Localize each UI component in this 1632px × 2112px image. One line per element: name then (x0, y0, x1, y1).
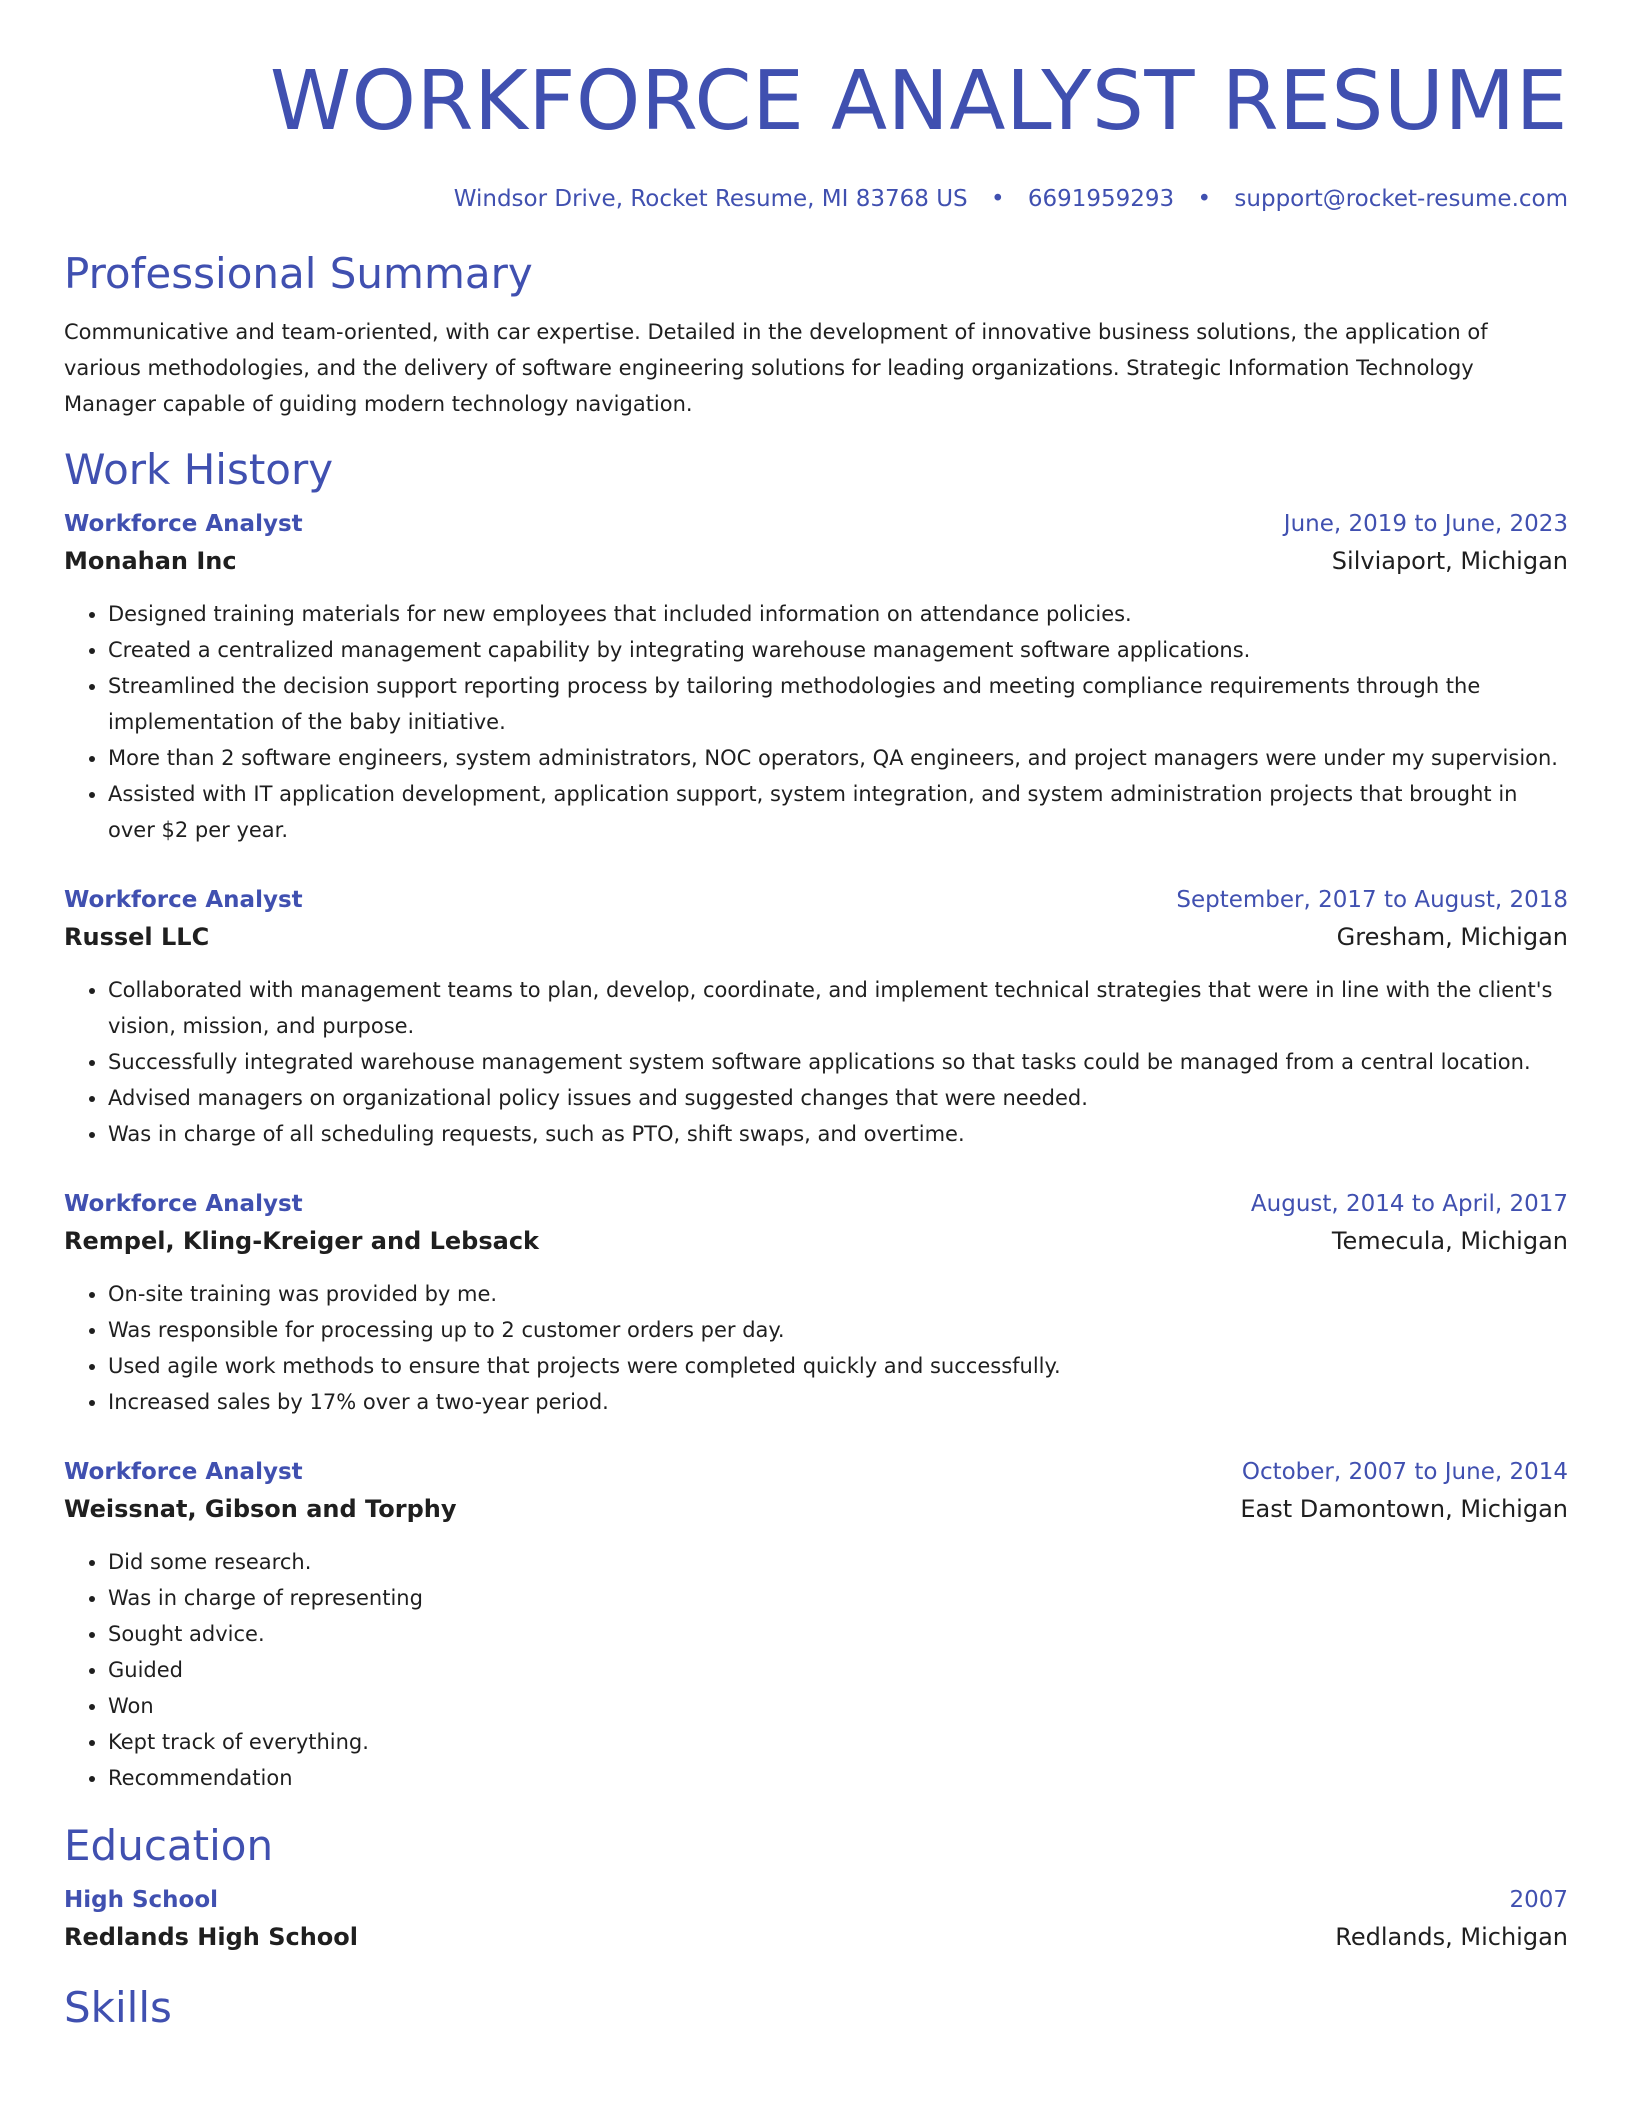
job-bullets (64, 596, 1568, 848)
job-entry (64, 1186, 1568, 1420)
job-company-row (64, 1490, 1568, 1528)
education-school-row (64, 1918, 1568, 1956)
job-company-row (64, 1222, 1568, 1260)
list-item: • Streamlined the decision support reporting process by tailoring methodologies and meeting compliance requirements through the implementation of the baby initiative. (108, 668, 1568, 740)
list-item: • Increased sales by 17% over a two-year period. (108, 1384, 1568, 1420)
job-company-row (64, 918, 1568, 956)
work-history-section (64, 444, 1568, 1796)
job-role: Workforce Analyst (64, 1191, 303, 1217)
job-location: Silviaport, Michigan (1331, 547, 1568, 575)
work-history-heading: Work History (64, 445, 334, 494)
list-item: • More than 2 software engineers, system administrators, NOC operators, QA engineers, and project managers were under my supervision. (108, 740, 1568, 776)
job-dates: June, 2019 to June, 2023 (1283, 511, 1568, 537)
summary-heading: Professional Summary (64, 249, 533, 298)
list-item: • On-site training was provided by me. (108, 1276, 1568, 1312)
list-item: • Was in charge of all scheduling requests, such as PTO, shift swaps, and overtime. (108, 1116, 1568, 1152)
contact-separator: • (990, 186, 1005, 212)
job-role: Workforce Analyst (64, 887, 303, 913)
job-dates: October, 2007 to June, 2014 (1241, 1459, 1568, 1485)
job-entry (64, 506, 1568, 848)
job-location: Gresham, Michigan (1336, 923, 1568, 951)
contact-line (64, 184, 1568, 214)
contact-phone: 6691959293 (1027, 186, 1175, 212)
job-location: East Damontown, Michigan (1240, 1495, 1568, 1523)
job-entry (64, 882, 1568, 1152)
list-item: • Guided (108, 1652, 1568, 1688)
job-header-row (64, 882, 1568, 918)
job-company: Russel LLC (64, 923, 210, 951)
list-item: • Was in charge of representing (108, 1580, 1568, 1616)
job-entry (64, 1454, 1568, 1796)
education-degree: High School (64, 1887, 219, 1913)
job-company: Monahan Inc (64, 547, 237, 575)
job-dates: August, 2014 to April, 2017 (1250, 1191, 1568, 1217)
list-item: • Sought advice. (108, 1616, 1568, 1652)
resume-header (64, 0, 1568, 214)
contact-separator: • (1197, 186, 1212, 212)
education-entry (64, 1882, 1568, 1956)
education-school: Redlands High School (64, 1923, 358, 1951)
list-item: • Created a centralized management capability by integrating warehouse management software applications. (108, 632, 1568, 668)
job-header-row (64, 1454, 1568, 1490)
job-role: Workforce Analyst (64, 511, 303, 537)
list-item: • Designed training materials for new employees that included information on attendance policies. (108, 596, 1568, 632)
list-item: • Recommendation (108, 1760, 1568, 1796)
job-header-row (64, 506, 1568, 542)
resume-title: WORKFORCE ANALYST RESUME (269, 54, 1568, 149)
list-item: • Collaborated with management teams to plan, develop, coordinate, and implement technical strategies that were in line with the client's vision, mission, and purpose. (108, 972, 1568, 1044)
skills-section (64, 1982, 1568, 2034)
list-item: • Won (108, 1688, 1568, 1724)
job-header-row (64, 1186, 1568, 1222)
job-location: Temecula, Michigan (1331, 1227, 1568, 1255)
skills-heading: Skills (64, 1983, 172, 2032)
job-role: Workforce Analyst (64, 1459, 303, 1485)
job-company: Weissnat, Gibson and Torphy (64, 1495, 457, 1523)
contact-email: support@rocket-resume.com (1234, 186, 1568, 212)
list-item: • Successfully integrated warehouse management system software applications so that tasks could be managed from a central location. (108, 1044, 1568, 1080)
education-section (64, 1820, 1568, 1956)
education-header-row (64, 1882, 1568, 1918)
list-item: • Used agile work methods to ensure that projects were completed quickly and successfully. (108, 1348, 1568, 1384)
contact-address: Windsor Drive, Rocket Resume, MI 83768 US (453, 186, 968, 212)
education-location: Redlands, Michigan (1335, 1923, 1568, 1951)
job-bullets (64, 1544, 1568, 1796)
list-item: • Was responsible for processing up to 2 customer orders per day. (108, 1312, 1568, 1348)
job-company: Rempel, Kling-Kreiger and Lebsack (64, 1227, 540, 1255)
list-item: • Did some research. (108, 1544, 1568, 1580)
list-item: • Assisted with IT application development, application support, system integration, and system administration projects that brought in over $2 per year. (108, 776, 1568, 848)
list-item: • Advised managers on organizational policy issues and suggested changes that were needed. (108, 1080, 1568, 1116)
summary-section (64, 248, 1568, 422)
summary-text: Communicative and team-oriented, with car expertise. Detailed in the development of innovative business solutions, the application of various methodologies, and the delivery of software engineering solutions for leading organizations. Strategic Information Technology Manager capable of guiding modern technology navigation. (64, 320, 1488, 416)
list-item: • Kept track of everything. (108, 1724, 1568, 1760)
job-dates: September, 2017 to August, 2018 (1176, 887, 1568, 913)
education-heading: Education (64, 1821, 274, 1870)
education-year: 2007 (1509, 1887, 1568, 1913)
job-company-row (64, 542, 1568, 580)
job-bullets (64, 1276, 1568, 1420)
job-bullets (64, 972, 1568, 1152)
